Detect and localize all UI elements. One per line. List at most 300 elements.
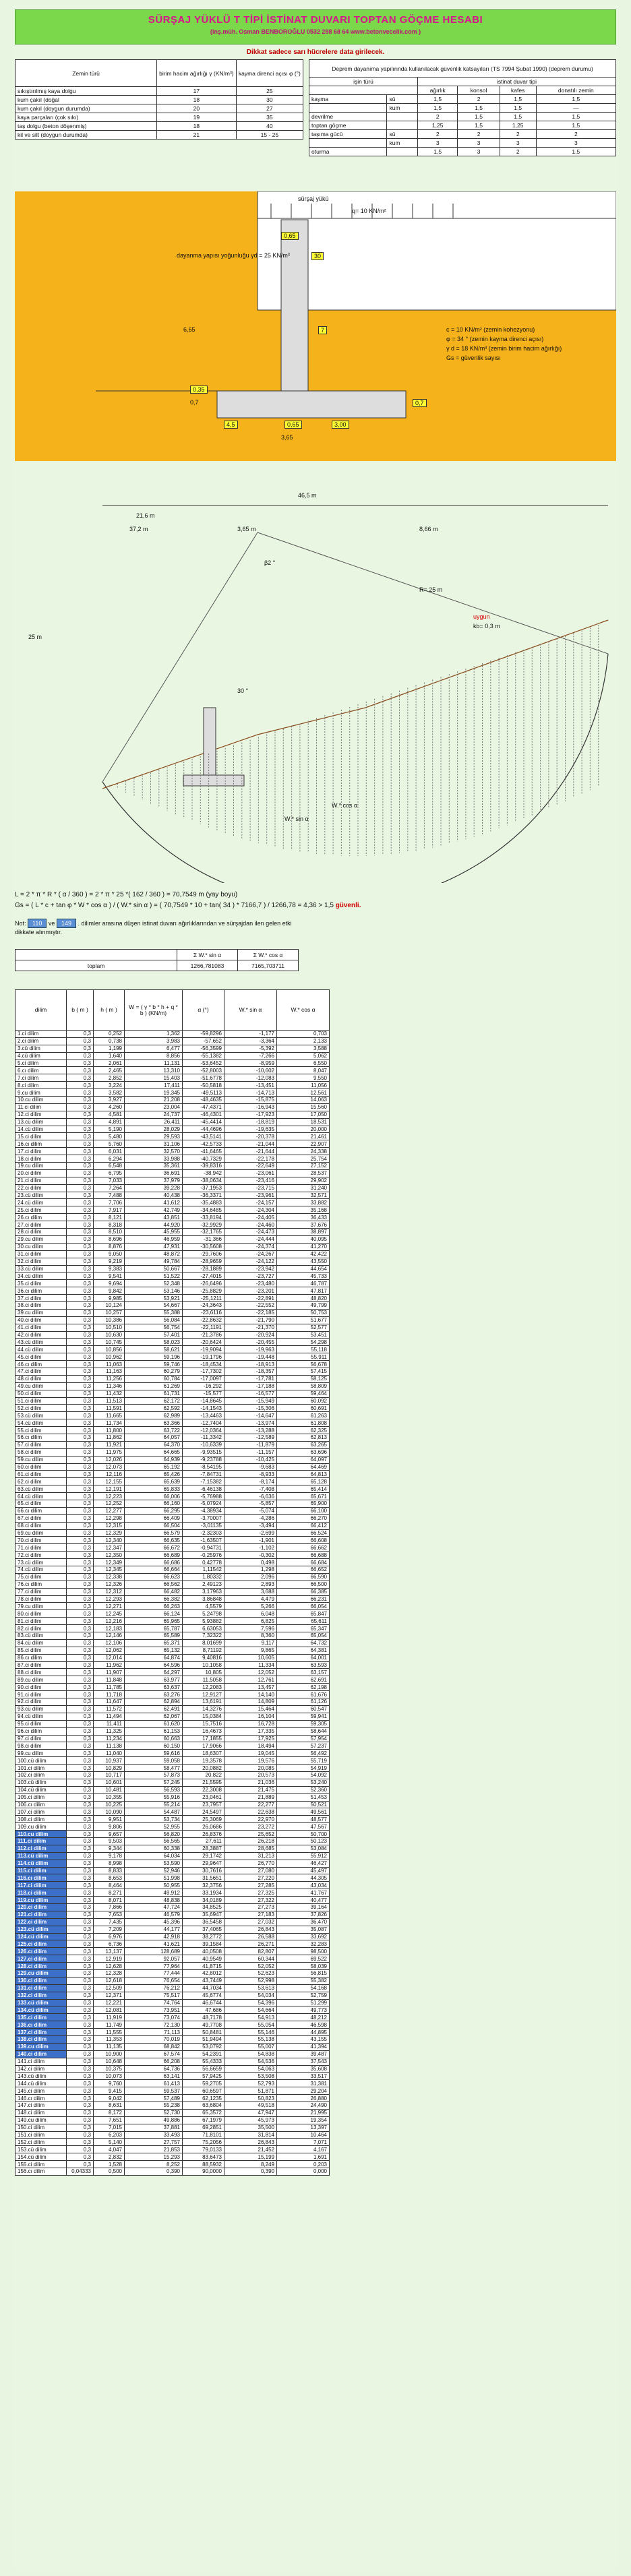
slice-name: 40.ci dilim: [16, 1316, 67, 1324]
slice-cell: -3,494: [224, 1522, 277, 1529]
slice-cell: 19,345: [125, 1089, 183, 1097]
slice-cell: -24,157: [224, 1199, 277, 1206]
slice-row: [16, 1118, 330, 1126]
angle-input[interactable]: 30: [311, 252, 324, 260]
slice-row: [16, 1837, 330, 1845]
slice-name: 113.cü dilim: [16, 1852, 67, 1860]
slice-cell: 11,555: [94, 2029, 125, 2036]
slice-cell: 0,3: [67, 1397, 94, 1405]
slice-cell: 8,071: [94, 1897, 125, 1904]
slice-cell: 11,921: [94, 1441, 125, 1448]
slice-cell: 52,955: [125, 1823, 183, 1831]
slice-cell: 59,616: [125, 1750, 183, 1757]
slice-cell: 11,862: [94, 1434, 125, 1441]
slice-name: 140.ci dilim: [16, 2050, 67, 2058]
stem-width[interactable]: 0,65: [284, 421, 302, 429]
slice-cell: 5,140: [94, 2139, 125, 2146]
slice-name: 138.ci dilim: [16, 2036, 67, 2044]
slice-cell: -12,0364: [183, 1427, 224, 1434]
slice-cell: 10,962: [94, 1353, 125, 1361]
slice-cell: 46,787: [277, 1280, 330, 1287]
soil-table: [15, 59, 303, 140]
slice-cell: 0,3: [67, 1089, 94, 1097]
slice-cell: 31,5651: [183, 1874, 224, 1882]
slice-cell: 0,3: [67, 1955, 94, 1963]
angle-30-label: 30 °: [237, 687, 249, 694]
slice-row: [16, 1397, 330, 1405]
slice-cell: 11,056: [277, 1082, 330, 1089]
slice-cell: 7,488: [94, 1192, 125, 1199]
slice-cell: 17,335: [224, 1727, 277, 1735]
slice-name: 111.ci dilim: [16, 1837, 67, 1845]
footing-thick: 0,7: [190, 399, 199, 406]
slice-row: [16, 2029, 330, 2036]
slice-cell: 43,155: [277, 2036, 330, 2044]
slice-cell: -21,790: [224, 1316, 277, 1324]
slice-name: 135.ci dilim: [16, 2014, 67, 2021]
slice-name: 143.cü dilim: [16, 2073, 67, 2080]
slice-cell: 55,007: [224, 2043, 277, 2050]
slice-cell: 61,731: [125, 1390, 183, 1397]
slice-name: 149.cu dilim: [16, 2116, 67, 2124]
slice-cell: 58,039: [277, 1963, 330, 1970]
slice-cell: 26,880: [277, 2095, 330, 2102]
slice-cell: 10,1058: [183, 1661, 224, 1669]
slice-name: 22.ci dilim: [16, 1184, 67, 1192]
slice-cell: -23,942: [224, 1265, 277, 1272]
slice-cell: 17,9066: [183, 1742, 224, 1750]
slice-row: [16, 1713, 330, 1720]
slice-cell: 0,3: [67, 1926, 94, 1933]
slice-cell: 0,3: [67, 1940, 94, 1948]
slice-cell: 9,415: [94, 2087, 125, 2095]
slice-cell: 2,465: [94, 1067, 125, 1074]
heel-thick[interactable]: 0,7: [413, 399, 427, 407]
slice-row: [16, 1169, 330, 1177]
dim-25: 25 m: [28, 634, 42, 640]
slice-name: 128.ci dilim: [16, 1963, 67, 1970]
wall-height-input[interactable]: 7: [318, 326, 327, 334]
slice-cell: 12,155: [94, 1478, 125, 1485]
slice-cell: 0,3: [67, 1346, 94, 1353]
radius-left: [102, 532, 258, 782]
slice-cell: 10,124: [94, 1301, 125, 1309]
slice-cell: -10,602: [224, 1067, 277, 1074]
slice-cell: 10,856: [94, 1346, 125, 1353]
slice-cell: -22,649: [224, 1163, 277, 1170]
slice-cell: 83,6473: [183, 2153, 224, 2161]
safety-cell: 3: [458, 139, 500, 148]
safety-row: [309, 130, 616, 139]
slice-cell: 54,919: [277, 1765, 330, 1772]
slice-name: 93.cü dilim: [16, 1705, 67, 1713]
safety-col-reinforced: donatılı zemin: [536, 86, 615, 95]
slice-cell: 41,767: [277, 1889, 330, 1897]
slice-cell: 24,490: [277, 2102, 330, 2110]
slice-cell: 25,3069: [183, 1816, 224, 1823]
slice-cell: -40,7329: [183, 1155, 224, 1163]
slice-cell: 28,3887: [183, 1845, 224, 1852]
slice-row: [16, 1831, 330, 1838]
slice-name: 61.ci dilim: [16, 1471, 67, 1478]
slice-name: 36.cı dilim: [16, 1287, 67, 1295]
slice-cell: 1,640: [94, 1052, 125, 1060]
slice-cell: 63,366: [125, 1419, 183, 1427]
slice-cell: 2,832: [94, 2153, 125, 2161]
slice-cell: 65,128: [277, 1478, 330, 1485]
slice-cell: 33,1934: [183, 1889, 224, 1897]
slice-row: [16, 1661, 330, 1669]
safety-row: [309, 95, 616, 104]
slice-cell: 18,6307: [183, 1750, 224, 1757]
slice-name: 95.ci dilim: [16, 1720, 67, 1727]
slice-cell: 0,3: [67, 1603, 94, 1610]
slice-cell: 64,469: [277, 1463, 330, 1471]
slice-cell: 36,691: [125, 1169, 183, 1177]
slice-row: [16, 1808, 330, 1816]
slice-cell: 31,106: [125, 1140, 183, 1148]
slice-name: 146.cı dilim: [16, 2095, 67, 2102]
slice-cell: 36,5458: [183, 1918, 224, 1926]
slice-name: 15.ci dilim: [16, 1133, 67, 1140]
slice-cell: -1,63507: [183, 1537, 224, 1544]
stem-top-width[interactable]: 0,65: [281, 232, 299, 240]
slice-cell: -5,76988: [183, 1493, 224, 1500]
slice-cell: 41,8715: [183, 1963, 224, 1970]
slice-cell: 0,3: [67, 1552, 94, 1559]
slice-cell: 0,3: [67, 1544, 94, 1552]
slice-cell: 29,902: [277, 1177, 330, 1184]
slice-cell: 37,676: [277, 1221, 330, 1229]
slice-cell: 70,019: [125, 2036, 183, 2044]
slice-name: 83.cü dilim: [16, 1632, 67, 1640]
slice-cell: 0,3: [67, 1097, 94, 1104]
slice-cell: 56,678: [277, 1361, 330, 1368]
slice-row: [16, 1463, 330, 1471]
slice-cell: -14,8645: [183, 1397, 224, 1405]
heel-width[interactable]: 3,00: [332, 421, 349, 429]
slice-cell: 33,988: [125, 1155, 183, 1163]
slice-row: [16, 1382, 330, 1390]
slice-cell: 36,433: [277, 1214, 330, 1221]
soil-cell: kum çakıl (doygun durumda): [16, 104, 157, 113]
slice-cell: 11,063: [94, 1361, 125, 1368]
slice-cell: 32,283: [277, 1940, 330, 1948]
slice-cell: 0,3: [67, 1229, 94, 1236]
safety-cell: 1,5: [458, 113, 500, 121]
slice-cell: 0,3: [67, 1287, 94, 1295]
slice-cell: 26,271: [224, 1940, 277, 1948]
slice-cell: 35,087: [277, 1926, 330, 1933]
slice-cell: 11,749: [94, 2021, 125, 2029]
slice-cell: 65,414: [277, 1485, 330, 1493]
slice-cell: 37,881: [125, 2124, 183, 2131]
slice-cell: 63,977: [125, 1676, 183, 1684]
slice-cell: 11,591: [94, 1405, 125, 1412]
slice-row: [16, 1331, 330, 1339]
slice-name: 122.ci dilim: [16, 1918, 67, 1926]
slice-cell: -22,552: [224, 1301, 277, 1309]
slice-cell: 0,3: [67, 1214, 94, 1221]
slice-cell: 11,5058: [183, 1676, 224, 1684]
slice-name: 17.ci dilim: [16, 1148, 67, 1155]
slice-cell: 63,157: [277, 1669, 330, 1676]
soil-cell: 19: [157, 113, 237, 122]
note-end-slice[interactable]: 149: [57, 919, 76, 928]
slice-cell: 19,045: [224, 1750, 277, 1757]
slice-cell: 45,955: [125, 1229, 183, 1236]
slice-cell: 4,581: [94, 1111, 125, 1118]
safety-cell: [387, 121, 417, 130]
slice-name: 33.cü dilim: [16, 1265, 67, 1272]
slice-cell: -31,366: [183, 1235, 224, 1243]
slice-cell: 26,843: [224, 2139, 277, 2146]
slice-cell: 66,688: [277, 1552, 330, 1559]
note-start-slice[interactable]: 110: [28, 919, 47, 928]
slice-cell: -27,4015: [183, 1272, 224, 1280]
slice-row: [16, 1155, 330, 1163]
slice-name: 94.cü dilim: [16, 1713, 67, 1720]
slice-cell: 0,3: [67, 1295, 94, 1302]
slice-cell: 22,907: [277, 1140, 330, 1148]
slice-cell: -21,044: [224, 1140, 277, 1148]
slice-cell: 3,86848: [183, 1595, 224, 1603]
safety-cell: [387, 113, 417, 121]
slice-name: 102.ci dilim: [16, 1771, 67, 1779]
slice-cell: 52,623: [224, 1970, 277, 1977]
slice-cell: 3,17963: [183, 1588, 224, 1595]
slice-cell: -24,122: [224, 1258, 277, 1265]
slice-cell: 54,664: [224, 2006, 277, 2014]
slice-row: [16, 1258, 330, 1265]
slice-cell: 7,917: [94, 1206, 125, 1214]
soil-cell: 27: [236, 104, 303, 113]
slice-cell: 64,057: [125, 1434, 183, 1441]
toe-width[interactable]: 4,5: [224, 421, 238, 429]
slice-cell: 62,592: [125, 1405, 183, 1412]
slice-row: [16, 1867, 330, 1874]
slice-cell: 57,237: [277, 1742, 330, 1750]
slice-name: 38.ci dilim: [16, 1301, 67, 1309]
slice-cell: 27,273: [224, 1903, 277, 1911]
slice-row: [16, 1940, 330, 1948]
slice-cell: 17,1855: [183, 1735, 224, 1742]
slice-cell: 23,004: [125, 1103, 183, 1111]
slice-cell: 38,897: [277, 1229, 330, 1236]
slice-cell: -32,1765: [183, 1229, 224, 1236]
slice-row: [16, 1346, 330, 1353]
safety-col-crib: kafes: [500, 86, 536, 95]
slice-row: [16, 1559, 330, 1566]
slice-cell: 42,749: [125, 1206, 183, 1214]
slice-cell: 7,435: [94, 1918, 125, 1926]
slice-cell: 62,691: [277, 1676, 330, 1684]
slice-cell: 48,820: [277, 1295, 330, 1302]
slice-cell: 11,040: [94, 1750, 125, 1757]
safety-cell: 1,5: [500, 95, 536, 104]
slice-cell: -19,1796: [183, 1353, 224, 1361]
safety-rows: [309, 95, 616, 156]
slice-cell: 46,427: [277, 1860, 330, 1867]
slice-cell: 49,561: [277, 1808, 330, 1816]
slice-cell: 11,665: [94, 1412, 125, 1419]
soil-cell: 17: [157, 87, 237, 96]
slice-cell: 61,620: [125, 1720, 183, 1727]
slice-row: [16, 1625, 330, 1632]
slice-name: 21.ci dilim: [16, 1177, 67, 1184]
safety-cell: 1,5: [536, 113, 615, 121]
slice-row: [16, 1926, 330, 1933]
slice-cell: -28,9659: [183, 1258, 224, 1265]
slice-cell: 0,3: [67, 1765, 94, 1772]
slice-cell: 0,3: [67, 1361, 94, 1368]
slice-row: [16, 1067, 330, 1074]
slice-cell: 0,3: [67, 1272, 94, 1280]
slice-cell: 0,3: [67, 1309, 94, 1316]
slice-cell: 53,451: [277, 1331, 330, 1339]
slice-cell: 56,565: [125, 1837, 183, 1845]
slice-cell: 0,3: [67, 1735, 94, 1742]
slice-cell: 8,271: [94, 1889, 125, 1897]
slice-cell: 63,265: [277, 1441, 330, 1448]
slice-cell: 13,137: [94, 1948, 125, 1955]
slice-row: [16, 1060, 330, 1067]
slice-cell: 0,3: [67, 1235, 94, 1243]
wall-footing: [217, 391, 406, 418]
slice-cell: 62,325: [277, 1427, 330, 1434]
slice-cell: -5,392: [224, 1045, 277, 1052]
slice-name: 73.cü dilim: [16, 1559, 67, 1566]
slice-cell: 54,667: [125, 1301, 183, 1309]
slice-cell: 15,403: [125, 1074, 183, 1082]
slice-cell: 43,034: [277, 1882, 330, 1889]
soil-row: [16, 113, 303, 122]
slice-row: [16, 1493, 330, 1500]
slice-cell: 11,734: [94, 1419, 125, 1427]
slice-cell: -24,304: [224, 1206, 277, 1214]
slice-cell: 55,388: [125, 1309, 183, 1316]
slice-cell: 0,3: [67, 1867, 94, 1874]
slice-row: [16, 1221, 330, 1229]
safety-cell: 2: [417, 130, 457, 139]
slice-cell: 0,3: [67, 1485, 94, 1493]
note-mid: ve: [48, 920, 55, 927]
slice-cell: -20,924: [224, 1331, 277, 1339]
slice-cell: 0,42778: [183, 1559, 224, 1566]
slice-cell: 66,524: [277, 1529, 330, 1537]
slice-cell: -15,577: [183, 1390, 224, 1397]
slice-cell: 11,346: [94, 1382, 125, 1390]
slice-cell: 21,5595: [183, 1779, 224, 1786]
slice-cell: 0,3: [67, 2058, 94, 2065]
slice-cell: 6,048: [224, 1610, 277, 1618]
slice-cell: 52,759: [277, 1992, 330, 1999]
safety-col-weight: ağırlık: [417, 86, 457, 95]
slice-cell: -23,416: [224, 1177, 277, 1184]
slice-cell: 1,362: [125, 1031, 183, 1038]
safety-cell: kum: [387, 104, 417, 113]
slice-cell: 27,152: [277, 1163, 330, 1170]
page-subtitle: (inş.müh. Osman BENBOROĞLU 0532 288 68 64 www.betonvecelik.com ): [210, 28, 421, 35]
slice-row: [16, 1750, 330, 1757]
slice-cell: -14,1543: [183, 1405, 224, 1412]
slice-cell: 3,927: [94, 1097, 125, 1104]
slice-cell: -23,961: [224, 1192, 277, 1199]
slice-cell: 42,918: [125, 1933, 183, 1940]
slice-cell: 60,547: [277, 1705, 330, 1713]
slice-cell: -6,636: [224, 1493, 277, 1500]
slice-cell: 52,946: [125, 1867, 183, 1874]
safety-cell: 1,5: [536, 95, 615, 104]
safety-col-group: istinat duvar tipi: [417, 78, 615, 86]
slice-name: 12.ci dilim: [16, 1111, 67, 1118]
slice-cell: 0,3: [67, 1816, 94, 1823]
slice-cell: 11,572: [94, 1705, 125, 1713]
slice-cell: -5,074: [224, 1507, 277, 1514]
slice-cell: 6,031: [94, 1148, 125, 1155]
soil-row: [16, 96, 303, 104]
slice-cell: -9,93515: [183, 1448, 224, 1456]
slice-cell: 0,3: [67, 1963, 94, 1970]
slice-name: 104.cü dilim: [16, 1786, 67, 1793]
slice-cell: 48,872: [125, 1250, 183, 1258]
slice-cell: 54,838: [224, 2050, 277, 2058]
slice-name: 96.cı dilim: [16, 1727, 67, 1735]
slice-row: [16, 2102, 330, 2110]
slice-cell: 7,015: [94, 2124, 125, 2131]
slice-cell: 35,500: [224, 2124, 277, 2131]
slice-cell: 4,5579: [183, 1603, 224, 1610]
slice-cell: -19,635: [224, 1126, 277, 1133]
slice-row: [16, 1684, 330, 1691]
slice-cell: -32,9929: [183, 1221, 224, 1229]
slice-cell: 6,825: [224, 1618, 277, 1625]
slice-cell: 5,480: [94, 1133, 125, 1140]
slice-cell: -15,949: [224, 1397, 277, 1405]
slice-name: 108.ci dilim: [16, 1816, 67, 1823]
slice-cell: -11,157: [224, 1448, 277, 1456]
slice-cell: 8,464: [94, 1882, 125, 1889]
slice-cell: 3,588: [277, 1045, 330, 1052]
slice-row: [16, 1639, 330, 1647]
slice-name: 49.cu dilim: [16, 1382, 67, 1390]
slice-cell: 65,192: [125, 1463, 183, 1471]
slice-cell: 8,121: [94, 1214, 125, 1221]
slice-name: 13.cü dilim: [16, 1118, 67, 1126]
slice-name: 79.cu dilim: [16, 1603, 67, 1610]
slice-cell: -22,8632: [183, 1316, 224, 1324]
safety-factor-table: [309, 59, 616, 156]
slice-row: [16, 1485, 330, 1493]
slice-row: [16, 1045, 330, 1052]
footing-depth[interactable]: 0,35: [190, 386, 208, 394]
safety-cell: 1,5: [536, 121, 615, 130]
slice-cell: 0,3: [67, 1808, 94, 1816]
slice-cell: 64,097: [277, 1456, 330, 1463]
title-bar: [15, 9, 616, 44]
slice-name: 156.cı dilim: [16, 2168, 67, 2176]
slice-cell: 23,272: [224, 1823, 277, 1831]
slice-cell: 47,686: [183, 2006, 224, 2014]
slice-row: [16, 2087, 330, 2095]
slice-cell: 53,613: [224, 1984, 277, 1992]
slice-cell: 44,305: [277, 1874, 330, 1882]
slice-cell: 49,784: [125, 1258, 183, 1265]
slice-cell: -17,7302: [183, 1368, 224, 1375]
slice-row: [16, 1544, 330, 1552]
slice-col-b: b ( m ): [67, 990, 94, 1031]
slice-cell: -20,6424: [183, 1339, 224, 1346]
